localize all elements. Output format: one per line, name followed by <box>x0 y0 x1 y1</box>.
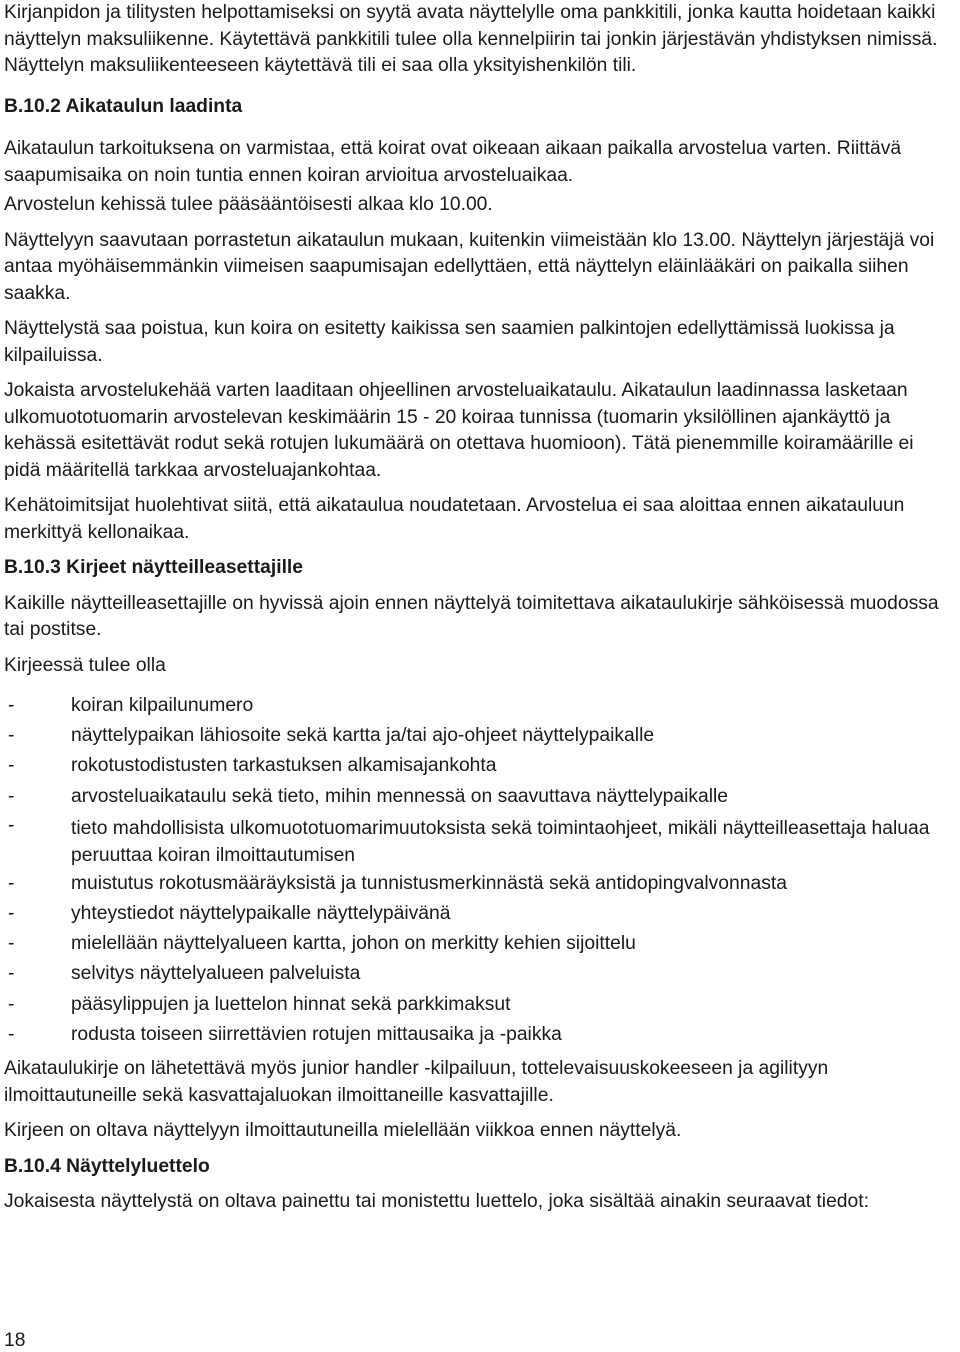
section-heading-b102: B.10.2 Aikataulun laadinta <box>4 95 243 117</box>
paragraph-letter-contents-intro: Kirjeessä tulee olla <box>4 654 166 676</box>
dash-bullet: - <box>8 785 15 807</box>
list-item <box>4 721 950 751</box>
list-item-text: rokotustodistusten tarkastuksen alkamisajankohta <box>71 755 497 777</box>
paragraph-purpose: Aikataulun tarkoituksena on varmistaa, että koirat ovat oikeaan aikaan paikalla arvostelua varten. Riittävä saapumisaika on noin tuntia ennen koiran arvioitua arvosteluaikaa. <box>4 138 902 186</box>
list-item-text: näyttelypaikan lähiosoite sekä kartta ja/tai ajo-ohjeet näyttelypaikalle <box>71 725 655 747</box>
paragraph-other-competitions: Aikataulukirje on lähetettävä myös junior handler -kilpailuun, tottelevaisuuskokeeseen ja agilityyn ilmoittautuneille sekä kasvattajaluokan ilmoittaneille kasvattajille. <box>4 1058 829 1106</box>
list-item-text: koiran kilpailunumero <box>71 695 254 716</box>
section-heading-b104: B.10.4 Näyttelyluettelo <box>4 1155 210 1177</box>
list-item-text: pääsylippujen ja luettelon hinnat sekä parkkimaksut <box>71 993 511 1015</box>
list-item-text: rodusta toiseen siirrettävien rotujen mittausaika ja -paikka <box>71 1023 562 1045</box>
page-number: 18 <box>4 1330 26 1351</box>
paragraph-catalogue: Jokaisesta näyttelystä on oltava painettu tai monistettu luettelo, joka sisältää ainakin seuraavat tiedot: <box>4 1191 869 1213</box>
list-item-text: tieto mahdollisista ulkomuototuomarimuutoksista sekä toimintaohjeet, mikäli näytteilleasettaja haluaa peruuttaa koiran ilmoittautumisen <box>71 817 930 866</box>
list-item <box>4 691 950 721</box>
paragraph-ring-stewards: Kehätoimitsijat huolehtivat siitä, että aikataulua noudatetaan. Arvostelua ei saa aloittaa ennen aikatauluun merkittyä kellonaikaa. <box>4 495 905 543</box>
dash-bullet: - <box>8 814 15 836</box>
list-item <box>4 782 950 812</box>
dash-bullet: - <box>8 903 15 925</box>
intro-paragraph: Kirjanpidon ja tilitysten helpottamiseksi on syytä avata näyttelylle oma pankkitili, jonka kautta hoidetaan kaikki näyttelyn maksuliikenne. Käytettävä pankkitili tulee olla kennelpiirin tai jonkin järjestävän yhdistyksen nimissä. Näyttelyn maksuliikenteeseen käytettävä tili ei saa olla yksityishenkilön tili. <box>4 2 938 76</box>
list-item <box>4 812 950 869</box>
dash-bullet: - <box>8 993 15 1015</box>
dash-bullet: - <box>8 963 15 985</box>
dash-bullet: - <box>8 933 15 955</box>
dash-bullet: - <box>8 695 15 716</box>
dash-bullet: - <box>8 1023 15 1045</box>
list-item <box>4 1020 950 1050</box>
list-item-text: arvosteluaikataulu sekä tieto, mihin mennessä on saavuttava näyttelypaikalle <box>71 785 729 807</box>
paragraph-start-time: Arvostelun kehissä tulee pääsääntöisesti alkaa klo 10.00. <box>4 194 493 215</box>
dash-bullet: - <box>8 872 15 894</box>
letter-contents-list <box>4 691 950 1050</box>
section-heading-b103: B.10.3 Kirjeet näytteilleasettajille <box>4 557 304 578</box>
paragraph-arrival: Näyttelyyn saavutaan porrastetun aikataulun mukaan, kuitenkin viimeistään klo 13.00. Näyttelyn järjestäjä voi antaa myöhäisemmänkin viimeisen saapumisajan edellyttäen, että näyttelyn eläinlääkäri on paikalla siihen saakka. <box>4 229 935 304</box>
list-item-text: selvitys näyttelyalueen palveluista <box>71 963 361 985</box>
list-item <box>4 929 950 959</box>
paragraph-schedule-calculation: Jokaista arvostelukehää varten laaditaan ohjeellinen arvosteluaikataulu. Aikataulun laadinnassa lasketaan ulkomuototuomarin arvostelevan keskimäärin 15 - 20 koiraa tunnissa (tuomarin yksilöllinen ajankäyttö ja kehässä esitettävät rodut sekä rotujen lukumäärä on otettava huomioon). Tätä pienemmille koiramäärille ei pidä määritellä tarkkaa arvosteluajankohtaa. <box>4 380 914 481</box>
document-page <box>4 0 950 1216</box>
list-item <box>4 751 950 781</box>
list-item-text: muistutus rokotusmääräyksistä ja tunnistusmerkinnästä sekä antidopingvalvonnasta <box>71 872 787 894</box>
list-item-text: yhteystiedot näyttelypaikalle näyttelypäivänä <box>71 903 451 925</box>
paragraph-exhibitor-letter: Kaikille näytteilleasettajille on hyvissä ajoin ennen näyttelyä toimitettava aikataulukirje sähköisessä muodossa tai postitse. <box>4 592 939 640</box>
paragraph-letter-deadline: Kirjeen on oltava näyttelyyn ilmoittautuneilla mielellään viikkoa ennen näyttelyä. <box>4 1120 682 1142</box>
list-item <box>4 959 950 989</box>
list-item <box>4 899 950 929</box>
list-item <box>4 869 950 899</box>
list-item-text: mielellään näyttelyalueen kartta, johon on merkitty kehien sijoittelu <box>71 933 636 955</box>
list-item <box>4 990 950 1020</box>
paragraph-leaving: Näyttelystä saa poistua, kun koira on esitetty kaikissa sen saamien palkintojen edellyttämissä luokissa ja kilpailuissa. <box>4 318 895 366</box>
dash-bullet: - <box>8 725 15 747</box>
dash-bullet: - <box>8 755 15 777</box>
